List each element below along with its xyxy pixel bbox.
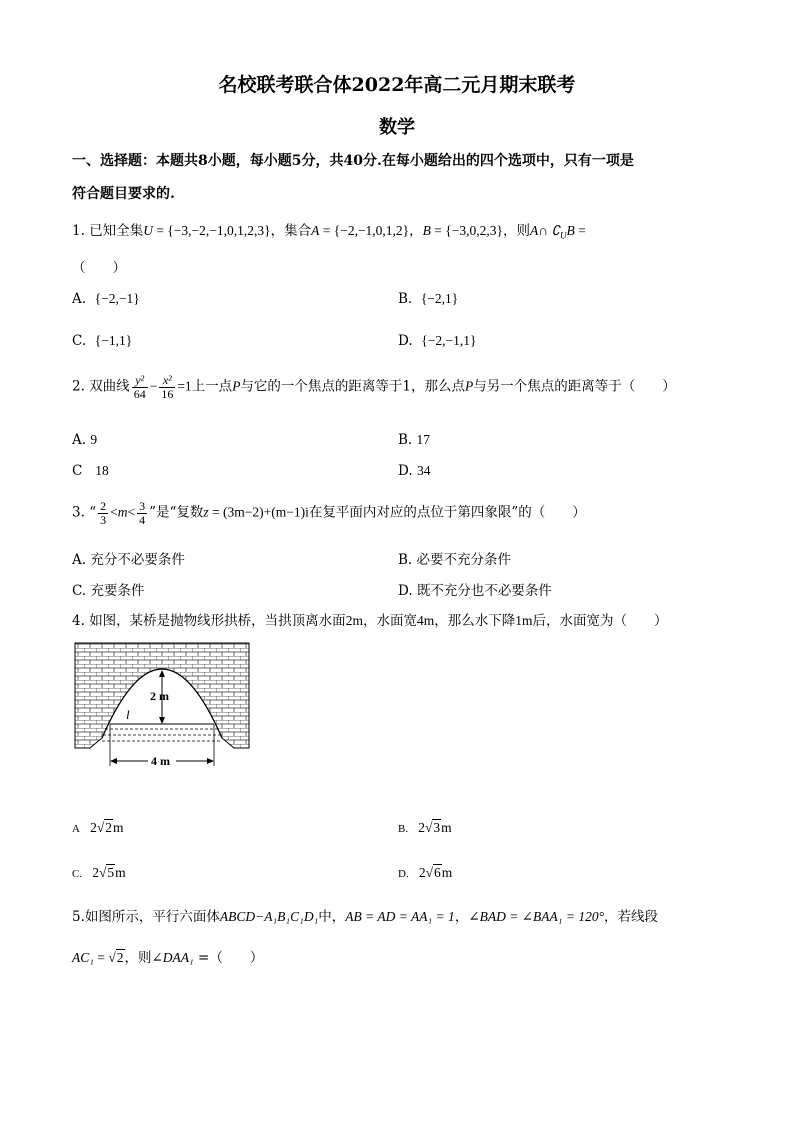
question-number: 3. <box>72 504 85 521</box>
question-1-stem: 1. 已知全集U = {−3,−2,−1,0,1,2,3}，集合A = {−2,−1,0,1,2}，B = {−3,0,2,3}，则A∩ $∁_UB$ = <box>72 223 586 241</box>
question-number: 4. <box>72 613 85 629</box>
q3-option-d: D. 既不充分也不必要条件 <box>398 583 552 599</box>
question-number: 2. <box>72 378 85 395</box>
question-number: 5. <box>72 909 85 925</box>
q2-option-b: B. 17 <box>398 432 431 448</box>
subject-title: 数学 <box>379 117 415 138</box>
q1-option-d: D. {−2,−1,1} <box>398 333 477 349</box>
q4-option-d: D. 2√6m <box>398 865 453 880</box>
q1-option-b: B. {−2,1} <box>398 291 459 307</box>
arch-bridge-figure <box>72 640 252 770</box>
q2-option-c: C 18 <box>72 463 109 479</box>
section-heading-line1: 一、选择题：本题共8小题，每小题5分，共40分.在每小题给出的四个选项中，只有一项是 <box>72 153 634 169</box>
question-4-stem: 4. 如图，某桥是抛物线形拱桥，当拱顶离水面2m，水面宽4m，那么水下降1m后，水面宽为（ ） <box>72 613 668 629</box>
question-number: 1. <box>72 223 85 239</box>
q4-option-a: A 2√2m <box>72 820 124 835</box>
question-5-stem-line2: AC₁ = √2，则∠DAA₁ =（ ） <box>72 950 264 966</box>
q3-option-c: C. 充要条件 <box>72 583 145 599</box>
height-label: 2 m <box>150 689 169 703</box>
width-label: 4 m <box>151 754 170 768</box>
q3-option-b: B. 必要不充分条件 <box>398 552 512 568</box>
section-heading-line2: 符合题目要求的. <box>72 186 175 202</box>
answer-parentheses: （ ） <box>72 260 126 276</box>
q2-option-a: A. 9 <box>72 432 98 448</box>
l-label: l <box>126 707 130 722</box>
q1-option-a: A. {−2,−1} <box>72 291 140 307</box>
q4-option-c: C. 2√5m <box>72 865 126 880</box>
question-5-stem: 5.如图所示，平行六面体ABCD−A₁B₁C₁D₁中，AB = AD = AA₁ = 1，∠BAD = ∠BAA₁ = 120°，若线段 <box>72 909 658 925</box>
q4-option-b: B. 2√3m <box>398 820 452 835</box>
q1-option-c: C. {−1,1} <box>72 333 133 349</box>
q3-option-a: A. 充分不必要条件 <box>72 552 185 568</box>
question-2-stem: 2. 双曲线 $\frac{\text{y²}}{64}$ − $\frac{\text{x²}}{16}$ =1上一点P与它的一个焦点的距离等于1，那么点P与另一个焦点的距离等于（ ） <box>72 373 676 401</box>
q2-option-d: D. 34 <box>398 463 431 479</box>
question-3-stem: 3. “ $\frac{2}{3}$ <m< $\frac{3}{4}$ ”是“复数z = (3m−2)+(m−1)i在复平面内对应的点位于第四象限”的（ ） <box>72 499 586 527</box>
page-title: 名校联考联合体2022年高二元月期末联考 <box>218 74 576 96</box>
